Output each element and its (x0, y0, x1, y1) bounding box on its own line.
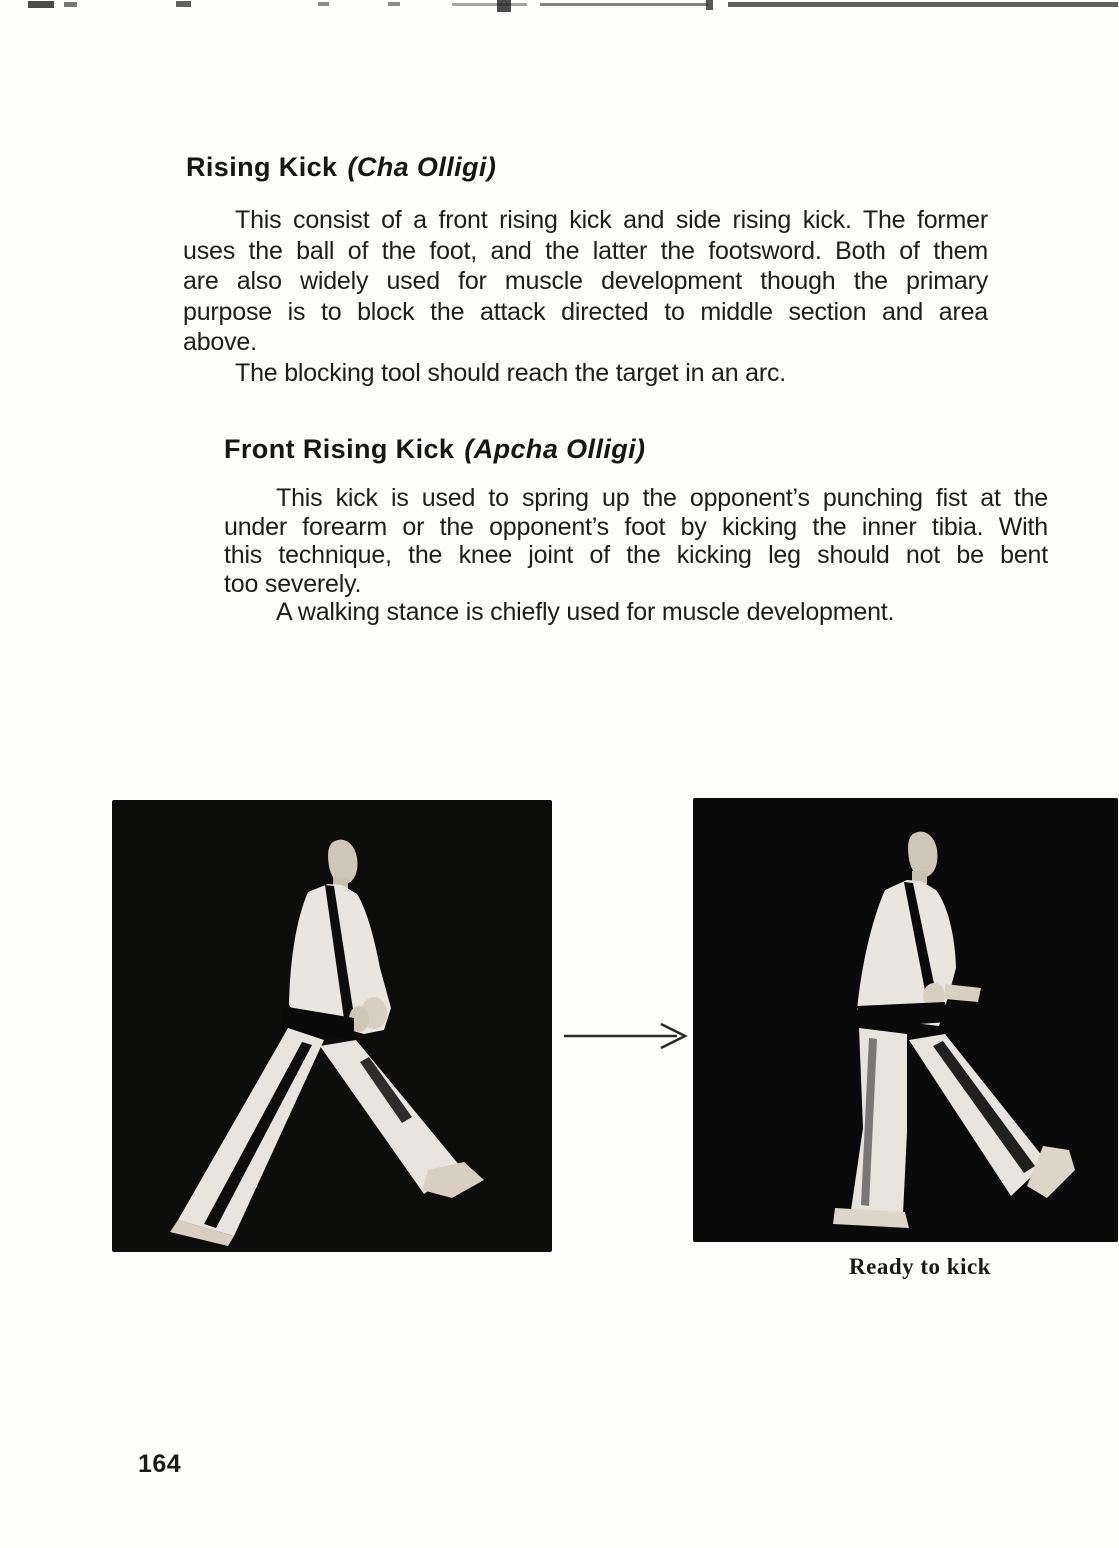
scan-artifact (64, 2, 77, 7)
scan-artifact (706, 0, 713, 10)
page-number: 164 (138, 1450, 182, 1478)
scan-artifact (540, 3, 708, 6)
text-line: uses the ball of the foot, and the latter the footsword. Both of them (183, 236, 988, 265)
text-line: This consist of a front rising kick and side rising kick. The former (235, 206, 988, 234)
text-line: this technique, the knee joint of the kicking leg should not be bent (224, 541, 1048, 569)
heading-text: Rising Kick (186, 152, 338, 182)
photo-caption: Ready to kick (849, 1254, 991, 1279)
scan-artifact (28, 1, 54, 8)
text-line: This kick is used to spring up the opponent’s punching fist at the (276, 484, 1048, 512)
paragraph-rising-kick (183, 205, 988, 388)
photo-ready-to-kick (693, 798, 1118, 1242)
heading-text: Front Rising Kick (224, 434, 455, 464)
scan-artifact (497, 0, 511, 12)
photo-walking-stance (112, 800, 552, 1252)
text-line: The blocking tool should reach the target in an arc. (235, 358, 787, 387)
text-line: are also widely used for muscle development though the primary (183, 267, 988, 295)
scan-artifact (176, 1, 191, 7)
scan-artifact (452, 3, 527, 6)
scan-artifact (388, 2, 400, 6)
text-line: under forearm or the opponent’s foot by kicking the inner tibia. With (224, 512, 1048, 541)
text-line: above. (183, 328, 257, 356)
text-line: A walking stance is chiefly used for muscle development. (276, 598, 895, 626)
heading-romanization: (Cha Olligi) (347, 152, 497, 182)
heading-romanization: (Apcha Olligi) (464, 434, 646, 464)
text-line: too severely. (224, 569, 362, 598)
section-heading-front-rising-kick (224, 432, 645, 466)
text-line: purpose is to block the attack directed to middle section and area (183, 297, 988, 326)
paragraph-front-rising-kick (224, 484, 1048, 627)
scan-artifact (728, 2, 1118, 7)
right-arrow-icon (560, 1018, 692, 1054)
scan-artifact (318, 2, 329, 6)
section-heading-rising-kick (186, 150, 496, 184)
